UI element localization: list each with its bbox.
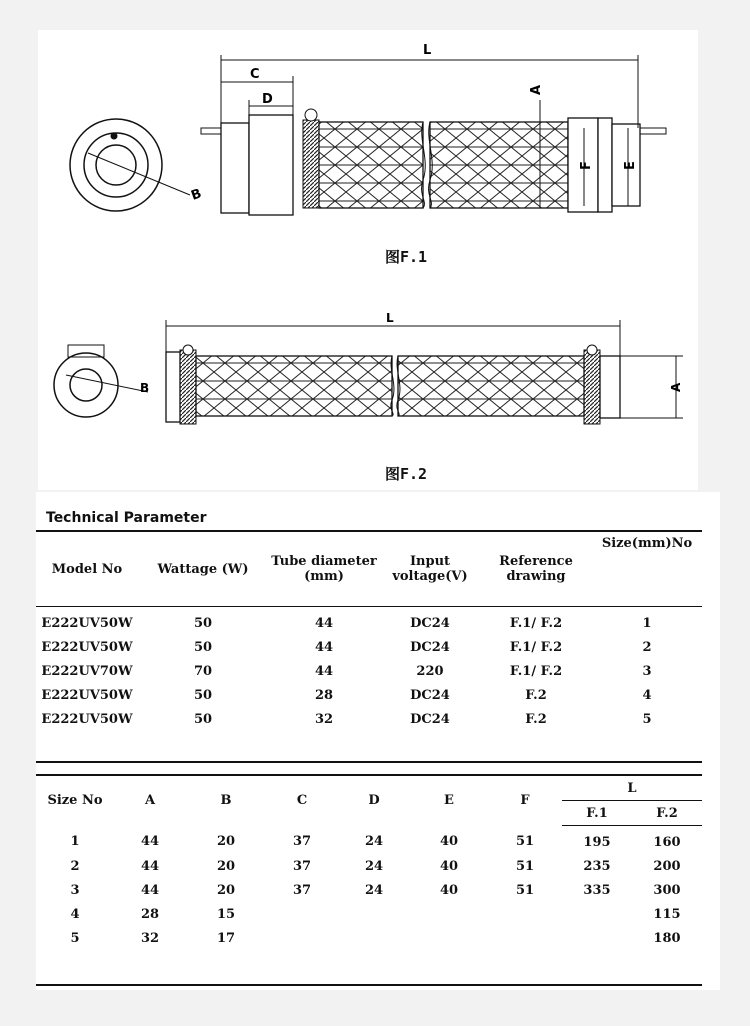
table-cell: DC24 (410, 639, 450, 655)
header-wattage: Wattage (W) (138, 531, 268, 607)
params-table-row (36, 635, 702, 659)
table-cell: 28 (140, 906, 160, 922)
technical-drawings (38, 30, 698, 490)
drawings-panel (38, 30, 698, 490)
table-cell: 160 (653, 834, 681, 850)
table-cell: 24 (364, 834, 384, 850)
table-cell: 195 (583, 834, 611, 850)
header-model-no: Model No (36, 531, 138, 607)
dim-f-label: F (579, 161, 594, 170)
header-f: F (488, 775, 562, 826)
figure-caption-f1: 图F.1 (385, 248, 428, 266)
size-table (36, 774, 702, 986)
table-cell: 115 (653, 906, 681, 922)
table-cell: 200 (653, 858, 681, 874)
dim-l-label: L (423, 43, 432, 58)
table-cell: 37 (292, 858, 312, 874)
size-table-row (36, 854, 702, 878)
table-cell: 20 (216, 858, 236, 874)
table-cell: 4 (642, 687, 652, 703)
table-cell: 2 (70, 858, 80, 874)
dim-b2-label: B (140, 381, 150, 395)
header-l-f2: F.2 (632, 801, 702, 826)
table-cell: E222UV50W (41, 639, 133, 655)
params-table-row (36, 659, 702, 683)
table-cell: E222UV50W (41, 615, 133, 631)
table-cell: 51 (515, 834, 535, 850)
table-cell: E222UV50W (41, 711, 133, 727)
table-cell (266, 926, 338, 950)
table-cell (488, 926, 562, 950)
table-cell (410, 926, 488, 950)
header-size-no: Size(mm)No (592, 531, 702, 607)
dim-b-label: B (189, 186, 204, 204)
dim-a-label: A (529, 84, 544, 95)
header-reference-drawing: Reference drawing (480, 531, 592, 607)
table-cell (266, 902, 338, 926)
params-table-row (36, 607, 702, 636)
figure-f1-end-view (70, 119, 204, 211)
table-cell: 20 (216, 882, 236, 898)
table-cell: 50 (193, 687, 213, 703)
table-cell: F.1/ F.2 (509, 615, 563, 631)
header-a: A (114, 775, 186, 826)
table-cell (562, 926, 632, 950)
table-cell: 44 (140, 882, 160, 898)
params-table-row (36, 707, 702, 731)
table-cell: 20 (216, 834, 236, 850)
section-title: Technical Parameter (46, 510, 207, 526)
table-cell: 50 (193, 639, 213, 655)
size-table-row (36, 826, 702, 855)
table-cell: 44 (314, 615, 334, 631)
table-cell (410, 902, 488, 926)
header-l-f1: F.1 (562, 801, 632, 826)
table-cell: 51 (515, 882, 535, 898)
table-cell: 5 (70, 930, 80, 946)
table-cell: 37 (292, 834, 312, 850)
table-cell (562, 902, 632, 926)
header-tube-diameter: Tube diameter (mm) (268, 531, 380, 607)
table-cell: 70 (193, 663, 213, 679)
table-cell: 44 (314, 663, 334, 679)
table-cell: F.2 (525, 687, 547, 703)
table-cell: 32 (140, 930, 160, 946)
figure-caption-f2: 图F.2 (385, 465, 428, 483)
table-cell: 220 (416, 663, 444, 679)
table-cell: 3 (70, 882, 80, 898)
table-cell: 335 (583, 882, 611, 898)
dim-a2-label: A (669, 382, 683, 392)
table-cell: 50 (193, 615, 213, 631)
table-cell: 40 (439, 858, 459, 874)
table-cell: 300 (653, 882, 681, 898)
table-cell: 40 (439, 834, 459, 850)
figure-f1-side-view (201, 43, 666, 215)
table-cell: 235 (583, 858, 611, 874)
table-cell: 3 (642, 663, 652, 679)
table-cell: 37 (292, 882, 312, 898)
table-cell: DC24 (410, 687, 450, 703)
table-cell: 51 (515, 858, 535, 874)
header-b: B (186, 775, 266, 826)
table-cell: 180 (653, 930, 681, 946)
table-cell: 24 (364, 882, 384, 898)
params-table-row (36, 683, 702, 707)
dim-d-label: D (262, 92, 273, 107)
table-cell: 5 (642, 711, 652, 727)
dim-l2-label: L (386, 311, 394, 325)
table-cell: 4 (70, 906, 80, 922)
table-cell: F.1/ F.2 (509, 639, 563, 655)
table-cell: 50 (193, 711, 213, 727)
dim-c-label: C (250, 67, 260, 82)
size-header-row (36, 775, 702, 801)
table-cell: E222UV70W (41, 663, 133, 679)
table-cell: 2 (642, 639, 652, 655)
table-cell: 44 (140, 858, 160, 874)
table-cell: 32 (314, 711, 334, 727)
table-cell: 44 (140, 834, 160, 850)
size-table-row (36, 902, 702, 926)
table-cell: 1 (70, 834, 80, 850)
size-table-row (36, 878, 702, 902)
params-header-row (36, 531, 702, 607)
dim-e-label: E (623, 161, 638, 170)
header-l: L (562, 775, 702, 801)
table-cell: 40 (439, 882, 459, 898)
header-input-voltage: Input voltage(V) (380, 531, 480, 607)
table-cell: 17 (216, 930, 236, 946)
table-cell (338, 926, 410, 950)
table-cell: DC24 (410, 711, 450, 727)
figure-f2-side-view (166, 311, 683, 424)
table-cell: F.2 (525, 711, 547, 727)
size-table-row (36, 926, 702, 950)
header-e: E (410, 775, 488, 826)
table-cell: DC24 (410, 615, 450, 631)
params-table (36, 530, 702, 763)
table-cell: 44 (314, 639, 334, 655)
table-cell: F.1/ F.2 (509, 663, 563, 679)
table-cell: 24 (364, 858, 384, 874)
table-cell: 1 (642, 615, 652, 631)
header-size-no-2: Size No (36, 775, 114, 826)
table-cell: 15 (216, 906, 236, 922)
table-cell (488, 902, 562, 926)
table-cell: 28 (314, 687, 334, 703)
header-c: C (266, 775, 338, 826)
figure-f2-end-view (54, 345, 149, 417)
table-cell: E222UV50W (41, 687, 133, 703)
header-d: D (338, 775, 410, 826)
table-cell (338, 902, 410, 926)
technical-sheet (36, 492, 720, 990)
